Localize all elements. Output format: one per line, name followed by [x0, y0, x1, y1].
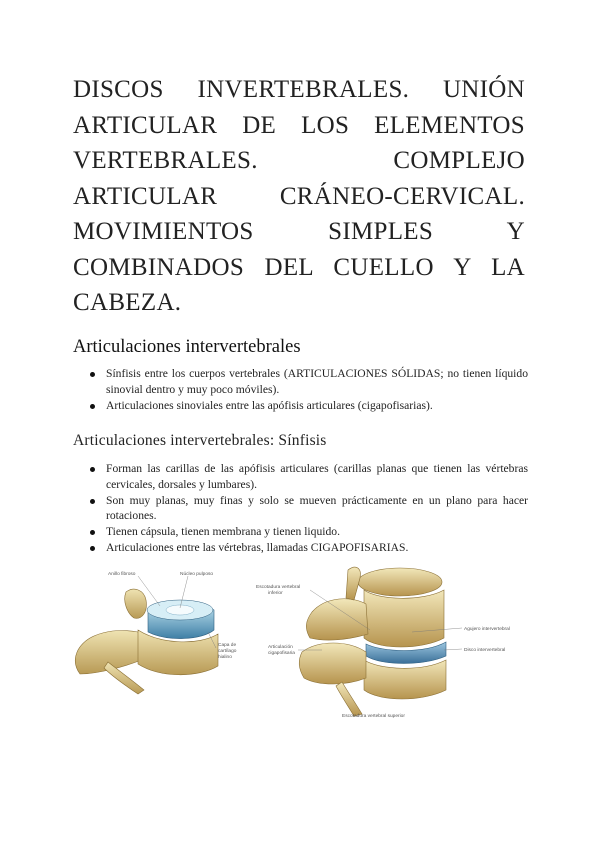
label-capa-cartilago-3: hialino — [218, 655, 232, 660]
list-item — [90, 540, 528, 556]
bullet-icon — [90, 404, 95, 409]
label-capa-cartilago-2: cartílago — [218, 649, 237, 654]
list-item-text: Sínfisis entre los cuerpos vertebrales (ARTICULACIONES SÓLIDAS; no tienen líquido sinovial dentro y muy poco móviles). — [106, 367, 528, 396]
list-item — [90, 493, 528, 525]
list-item-text: Articulaciones sinoviales entre las apófisis articulares (cigapofisarias). — [106, 398, 433, 412]
bullet-icon — [90, 467, 95, 472]
section2-bullet-list — [90, 461, 528, 556]
label-escotadura-inferior: Escotadura vertebral superior — [342, 714, 405, 719]
label-nucleo-pulposo: Núcleo pulposo — [180, 572, 214, 577]
list-item-text: Tienen cápsula, tienen membrana y tienen liquido. — [106, 525, 340, 539]
section-heading-sinfisis: Articulaciones intervertebrales: Sínfisis — [73, 432, 327, 449]
label-agujero-intervertebral: Agujero intervertebral — [464, 627, 510, 632]
vertebra-disc-illustration — [68, 562, 248, 697]
list-item — [90, 461, 528, 493]
label-articulacion-2: cigapofisaria — [268, 651, 295, 656]
list-item — [90, 366, 528, 398]
section-heading-intervertebrales: Articulaciones intervertebrales — [73, 337, 301, 357]
label-escotadura-superior-2: inferior — [268, 591, 283, 596]
list-item — [90, 398, 528, 414]
bullet-icon — [90, 372, 95, 377]
bullet-icon — [90, 530, 95, 535]
section1-bullet-list — [90, 366, 528, 413]
label-disco-intervertebral: Disco intervertebral — [464, 648, 506, 653]
bullet-icon — [90, 546, 95, 551]
label-capa-cartilago-1: Capa de — [218, 643, 237, 648]
document-title: DISCOS INVERTEBRALES. UNIÓN ARTICULAR DE LOS ELEMENTOS VERTEBRALES. COMPLEJO ARTICULAR CRÁNEO-CERVICAL. MOVIMIENTOS SIMPLES Y COMBINADOS DEL CUELLO Y LA CABEZA. — [73, 76, 525, 316]
label-escotadura-superior-1: Escotadura vertebral — [256, 585, 301, 590]
list-item-text: Articulaciones entre las vértebras, llamadas CIGAPOFISARIAS. — [106, 540, 409, 554]
list-item-text: Forman las carillas de las apófisis articulares (carillas planas que tienen las vértebras cervicales, dorsales y lumbares). — [106, 462, 528, 491]
vertebrae-pair-illustration — [252, 560, 542, 720]
label-anillo-fibroso: Anillo fibroso — [108, 572, 136, 577]
bullet-icon — [90, 499, 95, 504]
list-item — [90, 524, 528, 540]
label-articulacion-1: Articulación — [268, 645, 293, 650]
list-item-text: Son muy planas, muy finas y solo se mueven prácticamente en un plano para hacer rotaciones. — [106, 493, 528, 523]
